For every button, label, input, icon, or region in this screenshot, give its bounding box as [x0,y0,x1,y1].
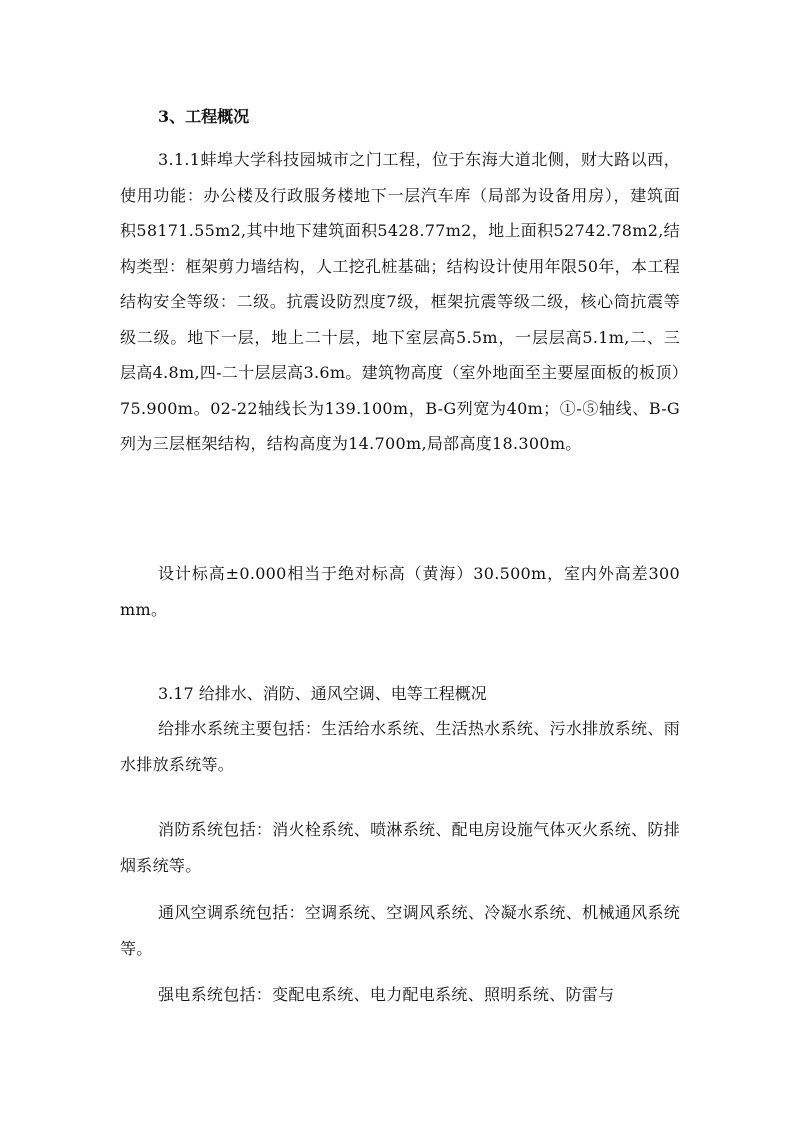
elevation-paragraph: 设计标高±0.000相当于绝对标高（黄海）30.500m，室内外高差300mm。 [120,564,680,619]
fire-protection-paragraph: 消防系统包括：消火栓系统、喷淋系统、配电房设施气体灭火系统、防排烟系统等。 [120,820,680,875]
hvac-paragraph: 通风空调系统包括：空调系统、空调风系统、冷凝水系统、机械通风系统等。 [120,903,680,958]
section-heading: 3、工程概况 [158,107,250,126]
subsection-heading: 3.17 给排水、消防、通风空调、电等工程概况 [158,684,487,703]
electrical-paragraph: 强电系统包括：变配电系统、电力配电系统、照明系统、防雷与 [158,985,615,1004]
water-supply-paragraph: 给排水系统主要包括：生活给水系统、生活热水系统、污水排放系统、雨水排放系统等。 [120,719,680,774]
project-overview-paragraph: 3.1.1蚌埠大学科技园城市之门工程，位于东海大道北侧，财大路以西，使用功能：办公楼及行政服务楼地下一层汽车库（局部为设备用房），建筑面积58171.55m2,其中地下建筑面积5428.77m2，地上面积52742.78m2,结构类型：框架剪力墙结构，人工挖孔桩基础；结构设计使用年限50年，本工程结构安全等级：二级。抗震设防烈度7级，框架抗震等级二级，核心筒抗震等级二级。地下一层，地上二十层，地下室层高5.5m，一层层高5.1m,二、三层高4.8m,四-二十层层高3.6m。建筑物高度（室外地面至主要屋面板的板顶）75.900m。02-22轴线长为139.100m，B-G列宽为40m；①-⑤轴线、B-G列为三层框架结构，结构高度为14.700m,局部高度18.300m。 [120,150,680,453]
